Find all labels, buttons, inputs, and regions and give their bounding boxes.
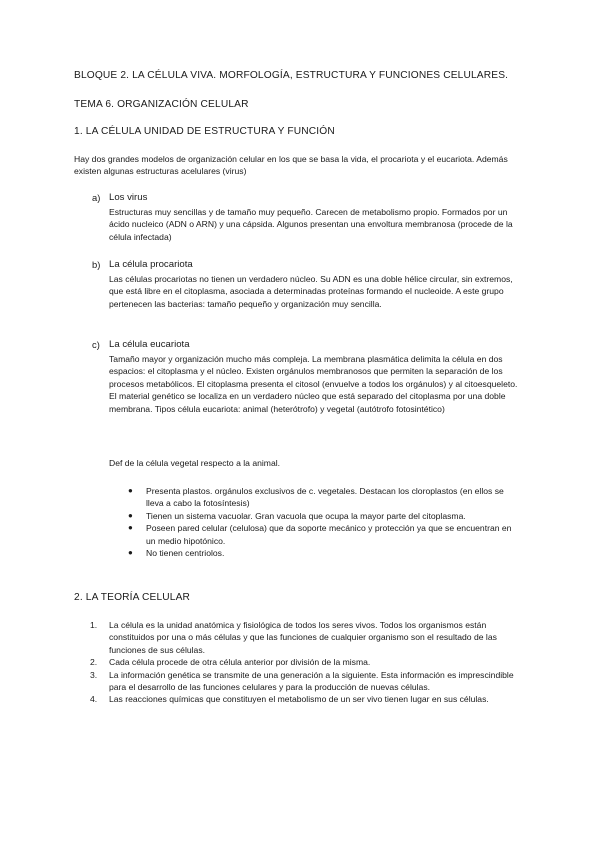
section-a-marker: a)	[92, 192, 101, 203]
section-b-title: La célula procariota	[109, 259, 193, 270]
list-item: ● Poseen pared celular (celulosa) que da soporte mecánico y protección ya que se encuentran en un medio hipotónico.	[128, 523, 512, 546]
section-c-title: La célula eucariota	[109, 339, 190, 350]
list-item: ● Tienen un sistema vacuolar. Gran vacuola que ocupa la mayor parte del citoplasma.	[128, 510, 466, 521]
section-b-body	[109, 273, 519, 310]
def-label: Def de la célula vegetal respecto a la animal.	[109, 458, 281, 468]
section-b-marker: b)	[92, 259, 101, 270]
section1-title: 1. LA CÉLULA UNIDAD DE ESTRUCTURA Y FUNCIÓN	[74, 126, 335, 137]
bullet-icon: ●	[128, 548, 133, 558]
section-c-body	[109, 353, 519, 415]
bullet-list	[128, 485, 518, 559]
list-item: ● No tienen centriolos.	[128, 548, 225, 559]
theory-list	[90, 619, 520, 706]
list-item: ● Presenta plastos. orgánulos exclusivos de c. vegetales. Destacan los cloroplastos (en ellos se lleva a cabo la fotosíntesis)	[128, 486, 504, 509]
bullet-icon: ●	[128, 510, 133, 520]
list-item: 4. Las reacciones químicas que constituyen el metabolismo de un ser vivo tienen lugar en sus células.	[90, 694, 489, 705]
intro-paragraph: Hay dos grandes modelos de organización celular en los que se basa la vida, el procariota y el eucariota. Además existen algunas estructuras acelulares (virus)	[74, 154, 508, 177]
list-item: 1. La célula es la unidad anatómica y fisiológica de todos los seres vivos. Todos los organismos están constituidos por una o más células y que las funciones de cualquier organismo son el resultado de las funciones de sus células.	[90, 620, 497, 655]
bullet-icon: ●	[128, 523, 133, 533]
block-title: BLOQUE 2. LA CÉLULA VIVA. MORFOLOGÍA, ESTRUCTURA Y FUNCIONES CELULARES.	[74, 70, 509, 81]
theme-title: TEMA 6. ORGANIZACIÓN CELULAR	[74, 99, 249, 110]
section-a-paragraph: Estructuras muy sencillas y de tamaño muy pequeño. Carecen de metabolismo propio. Formados por un ácido nucleico (ADN o ARN) y una cápsida. Algunos presentan una envoltura membranosa (procede de la célula infectada)	[109, 207, 513, 242]
section-a-title: Los virus	[109, 192, 148, 203]
section-c-paragraph: El material genético se localiza en un verdadero núcleo que está separado del citoplasma por una doble membrana. Tipos célula eucariota: animal (heterótrofo) y vegetal (autótrofo fotosintético)	[109, 391, 506, 414]
bullet-icon: ●	[128, 486, 133, 495]
section-c-marker: c)	[92, 339, 100, 350]
list-item: 3. La información genética se transmite de una generación a la siguiente. Esta información es imprescindible para el desarrollo de las funciones celulares y para la producción de nuevas células.	[90, 669, 514, 693]
section-b-paragraph: Las células procariotas no tienen un verdadero núcleo. Su ADN es una doble hélice circular, sin extremos, que está libre en el citoplasma, asociada a determinadas proteínas formando el nucleoide. A este grupo pertenecen las bacterias: tamaño pequeño y organización muy sencilla.	[109, 274, 513, 309]
section2-title: 2. LA TEORÍA CELULAR	[74, 592, 191, 603]
section-c-paragraph: Tamaño mayor y organización mucho más compleja. La membrana plasmática delimita la célula en dos espacios: el citoplasma y el núcleo. Existen orgánulos membranosos que permiten la separación de los procesos metabólicos. El citoplasma presenta el citosol (envuelve a todos los orgánulos) y al citoesqueleto.	[109, 354, 518, 389]
list-item: 2. Cada célula procede de otra célula anterior por división de la misma.	[90, 657, 371, 668]
section-a-body	[109, 206, 519, 243]
